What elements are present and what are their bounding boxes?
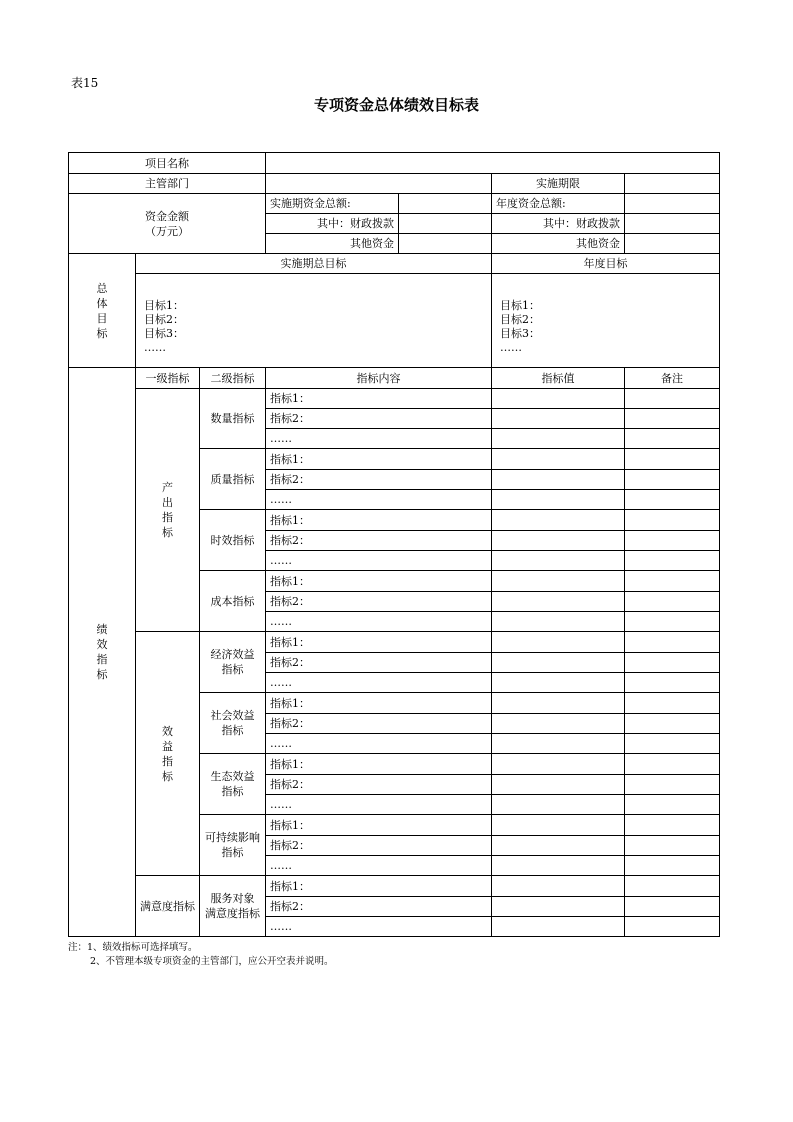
indicator-item[interactable]: ……	[266, 917, 492, 937]
indicator-item[interactable]: 指标2：	[266, 592, 492, 612]
indicator-item[interactable]: 指标2：	[266, 836, 492, 856]
indicator-value-cell[interactable]	[492, 856, 625, 876]
indicator-remark-cell[interactable]	[625, 632, 720, 653]
group-quantity: 数量指标	[200, 389, 266, 449]
indicator-value-cell[interactable]	[492, 775, 625, 795]
indicator-remark-cell[interactable]	[625, 897, 720, 917]
project-name-label: 项目名称	[69, 153, 266, 174]
indicator-value-cell[interactable]	[492, 389, 625, 409]
indicator-remark-cell[interactable]	[625, 917, 720, 937]
group-ecological-benefit: 生态效益 指标	[200, 754, 266, 815]
project-name-value[interactable]	[266, 153, 720, 174]
dept-value[interactable]	[266, 174, 492, 194]
group-timeliness: 时效指标	[200, 510, 266, 571]
indicator-value-cell[interactable]	[492, 470, 625, 490]
period-goal-header: 实施期总目标	[136, 254, 492, 274]
indicator-item[interactable]: 指标1：	[266, 693, 492, 714]
dept-label: 主管部门	[69, 174, 266, 194]
indicator-remark-cell[interactable]	[625, 693, 720, 714]
indicator-remark-cell[interactable]	[625, 551, 720, 571]
indicator-value-cell[interactable]	[492, 653, 625, 673]
col-value: 指标值	[492, 368, 625, 389]
annual-total-label: 年度资金总额:	[492, 194, 625, 214]
indicator-value-cell[interactable]	[492, 531, 625, 551]
indicator-remark-cell[interactable]	[625, 531, 720, 551]
col-level2: 二级指标	[200, 368, 266, 389]
annual-fiscal-label: 其中：财政拨款	[492, 214, 625, 234]
indicator-value-cell[interactable]	[492, 490, 625, 510]
annual-fiscal-value[interactable]	[625, 214, 720, 234]
indicator-remark-cell[interactable]	[625, 389, 720, 409]
indicator-remark-cell[interactable]	[625, 754, 720, 775]
annual-goal-list[interactable]: 目标1： 目标2： 目标3： ……	[492, 274, 720, 368]
period-fiscal-label: 其中：财政拨款	[266, 214, 399, 234]
indicator-remark-cell[interactable]	[625, 795, 720, 815]
indicator-remark-cell[interactable]	[625, 612, 720, 632]
indicator-remark-cell[interactable]	[625, 571, 720, 592]
indicator-remark-cell[interactable]	[625, 510, 720, 531]
indicator-remark-cell[interactable]	[625, 429, 720, 449]
indicator-remark-cell[interactable]	[625, 815, 720, 836]
indicator-item[interactable]: ……	[266, 673, 492, 693]
indicator-item[interactable]: 指标1：	[266, 510, 492, 531]
footnote-2: 2、不管理本级专项资金的主管部门，应公开空表并说明。	[90, 956, 334, 967]
group-sustainable-impact: 可持续影响 指标	[200, 815, 266, 876]
indicator-value-cell[interactable]	[492, 815, 625, 836]
group-social-benefit: 社会效益 指标	[200, 693, 266, 754]
indicator-value-cell[interactable]	[492, 510, 625, 531]
performance-indicator-label: 绩 效 指 标	[69, 368, 136, 937]
group-cost: 成本指标	[200, 571, 266, 632]
annual-goal-header: 年度目标	[492, 254, 720, 274]
indicator-item[interactable]: ……	[266, 795, 492, 815]
indicator-remark-cell[interactable]	[625, 490, 720, 510]
indicator-item[interactable]: 指标1：	[266, 876, 492, 897]
period-goal-list[interactable]: 目标1： 目标2： 目标3： ……	[136, 274, 492, 368]
col-remark: 备注	[625, 368, 720, 389]
output-indicator-label: 产 出 指 标	[136, 389, 200, 632]
indicator-item[interactable]: 指标1：	[266, 815, 492, 836]
satisfaction-indicator-label: 满意度指标	[136, 876, 200, 937]
indicator-item[interactable]: ……	[266, 856, 492, 876]
period-fiscal-value[interactable]	[399, 214, 492, 234]
indicator-remark-cell[interactable]	[625, 470, 720, 490]
indicator-remark-cell[interactable]	[625, 592, 720, 612]
indicator-value-cell[interactable]	[492, 897, 625, 917]
indicator-value-cell[interactable]	[492, 632, 625, 653]
indicator-remark-cell[interactable]	[625, 836, 720, 856]
period-other-value[interactable]	[399, 234, 492, 254]
group-quality: 质量指标	[200, 449, 266, 510]
form-number: 表15	[71, 76, 99, 90]
indicator-item[interactable]: 指标1：	[266, 632, 492, 653]
period-other-label: 其他资金	[266, 234, 399, 254]
indicator-item[interactable]: 指标2：	[266, 531, 492, 551]
indicator-item[interactable]: 指标1：	[266, 449, 492, 470]
indicator-value-cell[interactable]	[492, 836, 625, 856]
indicator-value-cell[interactable]	[492, 673, 625, 693]
indicator-item[interactable]: 指标2：	[266, 409, 492, 429]
col-content: 指标内容	[266, 368, 492, 389]
overall-goal-label: 总 体 目 标	[69, 254, 136, 368]
indicator-remark-cell[interactable]	[625, 856, 720, 876]
indicator-remark-cell[interactable]	[625, 673, 720, 693]
indicator-value-cell[interactable]	[492, 429, 625, 449]
indicator-remark-cell[interactable]	[625, 449, 720, 470]
group-economic-benefit: 经济效益 指标	[200, 632, 266, 693]
indicator-value-cell[interactable]	[492, 734, 625, 754]
indicator-remark-cell[interactable]	[625, 653, 720, 673]
page-title: 专项资金总体绩效目标表	[313, 96, 479, 114]
indicator-value-cell[interactable]	[492, 876, 625, 897]
indicator-item[interactable]: 指标2：	[266, 470, 492, 490]
annual-total-value[interactable]	[625, 194, 720, 214]
footnote-1: 注：1、绩效指标可选择填写。	[68, 942, 198, 953]
indicator-item[interactable]: 指标2：	[266, 714, 492, 734]
indicator-item[interactable]: 指标2：	[266, 897, 492, 917]
annual-other-label: 其他资金	[492, 234, 625, 254]
indicator-item[interactable]: ……	[266, 734, 492, 754]
group-service-satisfaction: 服务对象 满意度指标	[200, 876, 266, 937]
indicator-item[interactable]: 指标1：	[266, 754, 492, 775]
col-level1: 一级指标	[136, 368, 200, 389]
indicator-value-cell[interactable]	[492, 571, 625, 592]
indicator-item[interactable]: 指标1：	[266, 389, 492, 409]
indicator-item[interactable]: ……	[266, 429, 492, 449]
indicator-value-cell[interactable]	[492, 612, 625, 632]
fund-amount-label: 资金金额 （万元）	[69, 194, 266, 254]
indicator-remark-cell[interactable]	[625, 775, 720, 795]
indicator-value-cell[interactable]	[492, 754, 625, 775]
benefit-indicator-label: 效 益 指 标	[136, 632, 200, 876]
indicator-item[interactable]: ……	[266, 551, 492, 571]
indicator-remark-cell[interactable]	[625, 876, 720, 897]
indicator-value-cell[interactable]	[492, 795, 625, 815]
footnotes	[68, 941, 334, 969]
indicator-item[interactable]: 指标2：	[266, 653, 492, 673]
indicator-item[interactable]: ……	[266, 490, 492, 510]
indicator-value-cell[interactable]	[492, 409, 625, 429]
indicator-item[interactable]: 指标2：	[266, 775, 492, 795]
indicator-remark-cell[interactable]	[625, 714, 720, 734]
indicator-value-cell[interactable]	[492, 449, 625, 470]
indicator-item[interactable]: ……	[266, 612, 492, 632]
period-total-label: 实施期资金总额:	[266, 194, 399, 214]
indicator-remark-cell[interactable]	[625, 409, 720, 429]
indicator-value-cell[interactable]	[492, 693, 625, 714]
period-value[interactable]	[625, 174, 720, 194]
period-label: 实施期限	[492, 174, 625, 194]
indicator-value-cell[interactable]	[492, 551, 625, 571]
indicator-item[interactable]: 指标1：	[266, 571, 492, 592]
performance-goal-table	[68, 152, 720, 937]
indicator-value-cell[interactable]	[492, 592, 625, 612]
indicator-value-cell[interactable]	[492, 714, 625, 734]
indicator-remark-cell[interactable]	[625, 734, 720, 754]
period-total-value[interactable]	[399, 194, 492, 214]
annual-other-value[interactable]	[625, 234, 720, 254]
indicator-value-cell[interactable]	[492, 917, 625, 937]
